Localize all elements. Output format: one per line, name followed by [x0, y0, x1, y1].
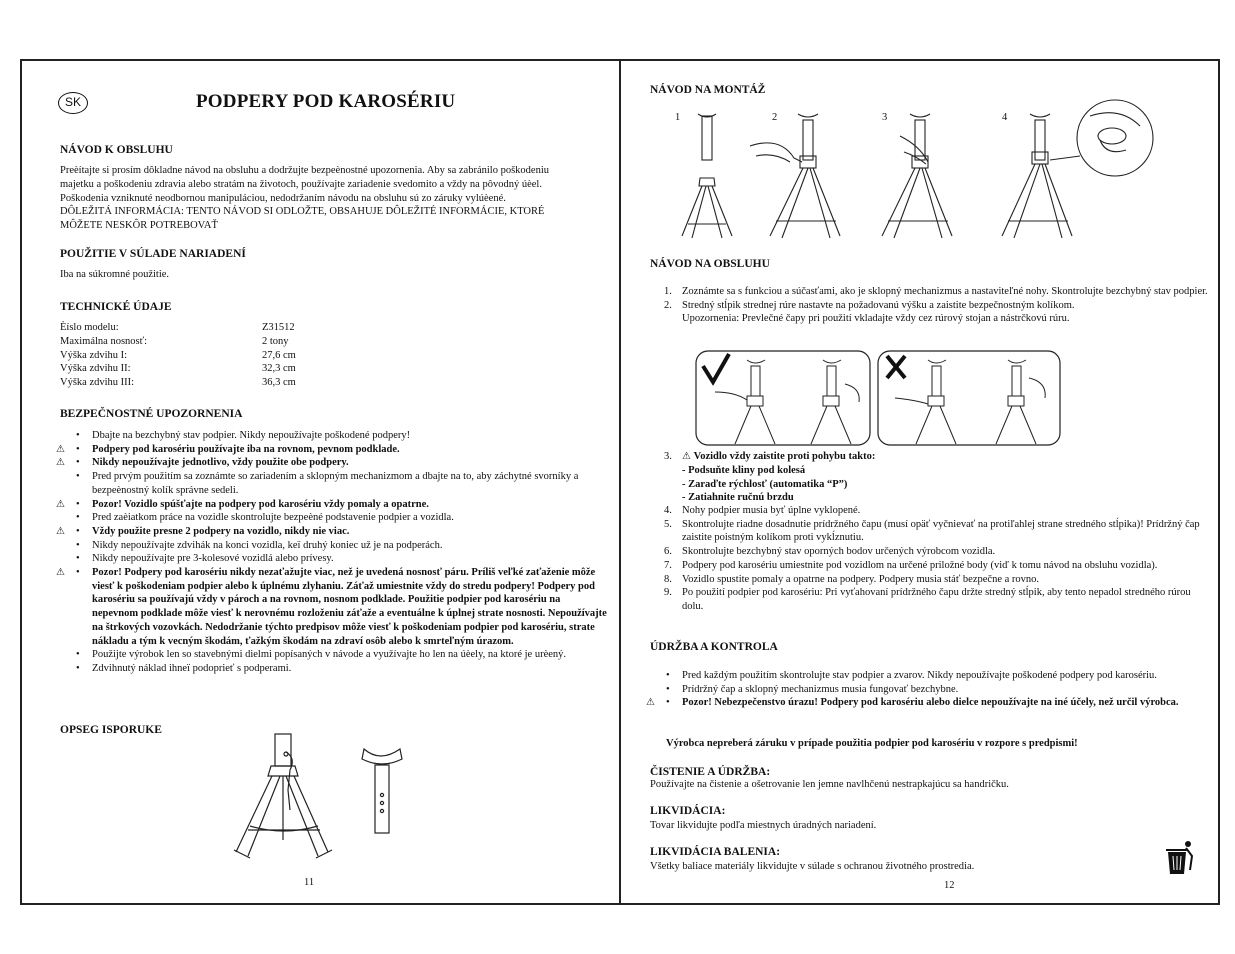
bullet-icon: • [76, 662, 80, 674]
intro-line: MÔŽETE NESKÔR POTREBOVAŤ [60, 220, 218, 232]
safety-item-text: Nikdy nepoužívajte pre 3-kolesové vozidlá alebo prívesy. [92, 553, 334, 565]
safety-item-text: Pozor! Vozidlo spúšťajte na podpery pod karosériu vždy pomaly a opatrne. [92, 498, 429, 510]
list-item: 1. Zoznámte sa s funkciou a súčasťami, ako je sklopný mechanizmus a nastaviteľné nohy. Skontrolujte bezchybný stav podpier. [664, 286, 1208, 297]
list-subitem: - Zaraďte rýchlosť (automatika “P”) [682, 478, 848, 490]
packaging-disposal-text: Všetky baliace materiály likvidujte v súlade s ochranou životného prostredia. [650, 861, 975, 872]
page-divider [619, 59, 621, 905]
bullet-icon: • [76, 553, 80, 565]
safety-item-text: Nikdy nepoužívajte zdvihák na konci vozidla, keï druhý koniec už je na podperách. [92, 539, 443, 551]
bullet-icon: • [76, 567, 80, 579]
list-item-number: 8. [664, 573, 672, 585]
list-item-text: Upozornenia: Prevlečné čapy pri použití vkladajte vždy cez rúrový stojan a nástrčkovú rúru. [682, 313, 1070, 325]
recycling-bin-icon [1166, 840, 1194, 876]
safety-item [56, 498, 608, 512]
assembly-illustration [670, 96, 1175, 246]
usage-text: Iba na súkromné použitie. [60, 269, 170, 280]
page-number-left: 11 [304, 877, 315, 888]
list-item-text: Po použití podpier pod karosériu: Pri vyťahovaní prídržného čapu držte stredný stĺpik, aby tento nepadol stredného rúrou dolu. [682, 587, 1191, 612]
maintenance-item [650, 669, 1198, 683]
page-number-right: 12 [944, 880, 955, 891]
bullet-icon: • [76, 649, 80, 661]
intro-line: DÔLEŽITÁ INFORMÁCIA: TENTO NÁVOD SI ODLOŽTE, OBSAHUJE DÔLEŽITÉ INFORMÁCIE, KTORÉ [60, 206, 545, 218]
section-heading-opseg: OPSEG ISPORUKE [60, 724, 162, 736]
intro-line: majetku a poškodeniu zdravia alebo stratám na životoch, používajte zariadenie svedomito a vždy na pôvodný úèel. [60, 178, 542, 190]
tech-table [60, 321, 360, 390]
warning-icon: ⚠ [56, 525, 65, 537]
section-heading-cistenie: ČISTENIE A ÚDRŽBA: [650, 766, 771, 778]
tech-value: 27,6 cm [262, 349, 296, 361]
tech-key: Maximálna nosnosť: [60, 335, 148, 347]
section-heading-likvidacia: LIKVIDÁCIA: [650, 805, 726, 817]
warning-icon: ⚠ [646, 697, 655, 709]
saddle-tube-illustration [358, 745, 408, 837]
warning-icon: ⚠ [682, 451, 691, 462]
tech-row [60, 376, 360, 390]
bullet-icon: • [76, 443, 80, 455]
lang-badge [58, 92, 88, 114]
safety-item-text: Pred zaèiatkom práce na vozidle skontrolujte bezpeèné podstavenie podpier a vozidla. [92, 512, 454, 524]
bullet-icon: • [666, 683, 670, 695]
safety-item-text: Vždy použite presne 2 podpery na vozidlo, nikdy nie viac. [92, 525, 350, 537]
section-heading-obsluha: NÁVOD K OBSLUHU [60, 144, 173, 156]
list-subitem: - Zatiahnite ručnú brzdu [682, 492, 794, 504]
list-item-number: 7. [664, 559, 672, 571]
safety-list [56, 429, 608, 676]
safety-item-text: Nikdy nepoužívajte jednotlivo, vždy použite obe podpery. [92, 457, 349, 469]
list-item-text: Vozidlo spustite pomaly a opatrne na podpery. Podpery musia stáť bezpečne a rovno. [682, 573, 1040, 585]
bullet-icon: • [666, 670, 670, 681]
section-heading-technicke: TECHNICKÉ ÚDAJE [60, 301, 172, 313]
step-number: 2 [772, 112, 778, 123]
list-item [650, 504, 1210, 518]
safety-item-text: Dbajte na bezchybný stav podpier. Nikdy nepoužívajte poškodené podpery! [92, 430, 411, 441]
safety-item-text: Použijte výrobok len so stavebnými dielmi popísaných v návode a využívajte ho len na úèely, na ktoré je urèený. [92, 649, 567, 661]
section-heading-udrzba: ÚDRŽBA A KONTROLA [650, 641, 778, 653]
tech-row [60, 321, 360, 335]
list-item: 2. Stredný stĺpik strednej rúre nastavte na požadovanú výšku a zaistite bezpečnostným kolíkom. [664, 299, 1075, 311]
list-item [650, 586, 1210, 613]
bullet-icon: • [76, 471, 80, 483]
list-item [650, 545, 1210, 559]
safety-item [60, 511, 608, 525]
warning-icon: ⚠ [56, 457, 65, 469]
tech-key: Výška zdvihu II: [60, 363, 131, 375]
safety-item-text: Podpery pod karosériu používajte iba na rovnom, pevnom podklade. [92, 443, 400, 455]
tech-key: Èíslo modelu: [60, 322, 119, 333]
intro-line: Preèítajte si prosím dôkladne návod na obsluhu a dodržujte bezpeènostné upozornenia. Aby sa zabránilo poškodeniu [60, 165, 549, 176]
safety-item-text: Zdvihnutý náklad ihneï podoprieť s podperami. [92, 662, 292, 674]
list-item-text: Skontrolujte bezchybný stav oporných bodov určených výrobcom vozidla. [682, 546, 996, 558]
safety-item [56, 443, 608, 457]
tech-key: Výška zdvihu III: [60, 377, 135, 389]
tech-key: Výška zdvihu I: [60, 349, 128, 361]
operation-list-a [650, 285, 1210, 326]
bullet-icon: • [666, 697, 670, 709]
list-item-number: 9. [664, 587, 672, 599]
list-item [650, 573, 1210, 587]
safety-item [60, 552, 608, 566]
list-item-text: Stredný stĺpik strednej rúre nastavte na požadovanú výšku a zaistite bezpečnostným kolíkom. [682, 299, 1075, 311]
list-item-number: 5. [664, 518, 672, 530]
warning-icon: ⚠ [56, 443, 65, 455]
warranty-note: Výrobca nepreberá záruku v prípade použitia podpier pod karosériu v rozpore s predpismi! [666, 738, 1078, 749]
tech-value: 36,3 cm [262, 377, 296, 389]
safety-item [56, 566, 608, 648]
list-item-text: Podpery pod karosériu umiestnite pod vozidlom na určené priložné body (viď k tomu návod na obsluhu vozidla). [682, 559, 1158, 571]
maintenance-item [646, 696, 1198, 710]
list-item [650, 312, 1210, 326]
section-heading-obsluhu: NÁVOD NA OBSLUHU [650, 258, 770, 270]
maintenance-item-text: Pred každým použitím skontrolujte stav podpier a zvarov. Nikdy nepoužívajte poškodené podpery pod karosériu. [682, 670, 1157, 681]
page-title: PODPERY POD KAROSÉRIU [196, 91, 456, 112]
warning-icon: ⚠ [56, 498, 65, 510]
list-item-text: Nohy podpier musia byť úplne vyklopené. [682, 505, 861, 516]
maintenance-item [650, 683, 1198, 697]
lang-badge-label: SK [64, 95, 81, 109]
bullet-icon: • [76, 525, 80, 537]
section-heading-likvidacia-balenia: LIKVIDÁCIA BALENIA: [650, 846, 781, 858]
safety-item [60, 539, 608, 553]
bullet-icon: • [76, 457, 80, 469]
safety-item [60, 662, 608, 676]
list-item [650, 518, 1210, 545]
safety-item [60, 429, 608, 443]
step-number: 1 [675, 112, 681, 123]
intro-text [60, 164, 600, 233]
section-heading-bezpecnostne: BEZPEČNOSTNÉ UPOZORNENIA [60, 408, 243, 420]
maintenance-item-text: Pozor! Nebezpečenstvo úrazu! Podpery pod karosériu alebo dielce nepoužívajte na iné účely, než určil výrobca. [682, 697, 1179, 709]
warning-icon: ⚠ [56, 567, 65, 579]
maintenance-list [646, 669, 1198, 710]
list-item: 3. ⚠ Vozidlo vždy zaistite proti pohybu takto: [664, 451, 876, 462]
list-item-text: Skontrolujte riadne dosadnutie prídržného čapu (musí opäť vyčnievať na protiľahlej strane stredného stĺpika)! Prídržný čap zaistite poistným kolíkom proti vykĺznutiu. [682, 518, 1200, 544]
step-number: 4 [1002, 112, 1008, 123]
operation-step-3 [650, 450, 1210, 505]
usage-comparison-illustration [695, 348, 1065, 448]
list-subitem: - Podsuňte kliny pod kolesá [682, 464, 806, 476]
tech-value: 32,3 cm [262, 363, 296, 375]
safety-item [56, 456, 608, 470]
cross-mark [887, 356, 905, 378]
safety-item-text: Pozor! Podpery pod karosériu nikdy nezaťažujte viac, než je uvedená nosnosť páru. Príliš veľké zaťaženie môže viesť k poškodeniam podpier alebo k úplnému zlyhaniu. Záťaž umiestnite vždy do stredu podpery! Podpery pod karosériu sa používajú vždy v pároch a na rovnom, nosnom podklade. Použitie podpier pod karosériu na nepevnom podklade môže viesť k nerovnému rozloženiu záťaže a eventuálne k úplnej strate nosnosti. Nepoužívajte na štrkových vozovkách. Nedodržanie týchto predpisov môže viesť k poškodeniam podpier pod karosériu, strate nákladu a tým k vecným škodám, ťažkým škodám na zdraví osôb alebo k smrteľným úrazom. [92, 567, 607, 647]
tech-value: 2 tony [262, 335, 289, 347]
list-item [650, 559, 1210, 573]
step-number: 3 [882, 112, 888, 123]
safety-item [60, 648, 608, 662]
bullet-icon: • [76, 539, 80, 551]
tech-value: Z31512 [262, 322, 295, 333]
safety-item-text: Pred prvým použitím sa zoznámte so zariadením a sklopným mechanizmom a dbajte na to, aby záchytné svorníky a bezpeènostný kolík správne sedeli. [92, 471, 579, 496]
tech-row [60, 362, 360, 376]
list-item-number: 4. [664, 505, 672, 516]
tech-row [60, 349, 360, 363]
list-item-text: Vozidlo vždy zaistite proti pohybu takto: [693, 451, 876, 462]
stand-illustration [228, 730, 338, 864]
safety-item [56, 525, 608, 539]
bullet-icon: • [76, 512, 80, 524]
bullet-icon: • [76, 430, 80, 441]
maintenance-item-text: Prídržný čap a sklopný mechanizmus musia fungovať bezchybne. [682, 683, 959, 695]
list-item-number: 6. [664, 546, 672, 558]
intro-line: Poškodenia vzniknuté neodbornou manipuláciou, nedodržaním návodu na obsluhu sú zo záruky vylúèené. [60, 192, 506, 204]
tech-row [60, 335, 360, 349]
list-item-text: Zoznámte sa s funkciou a súčasťami, ako je sklopný mechanizmus a nastaviteľné nohy. Skontrolujte bezchybný stav podpier. [682, 286, 1208, 297]
section-heading-pouzitie: POUŽITIE V SÚLADE NARIADENÍ [60, 248, 246, 260]
operation-list-b [650, 504, 1210, 614]
disposal-text: Tovar likvidujte podľa miestnych úradných nariadení. [650, 820, 877, 831]
check-mark [703, 354, 729, 382]
cleaning-text: Používajte na čistenie a ošetrovanie len jemne navlhčenú nestrapkajúcu sa handričku. [650, 779, 1009, 790]
section-heading-montaz: NÁVOD NA MONTÁŽ [650, 84, 766, 96]
bullet-icon: • [76, 498, 80, 510]
safety-item [60, 470, 608, 497]
